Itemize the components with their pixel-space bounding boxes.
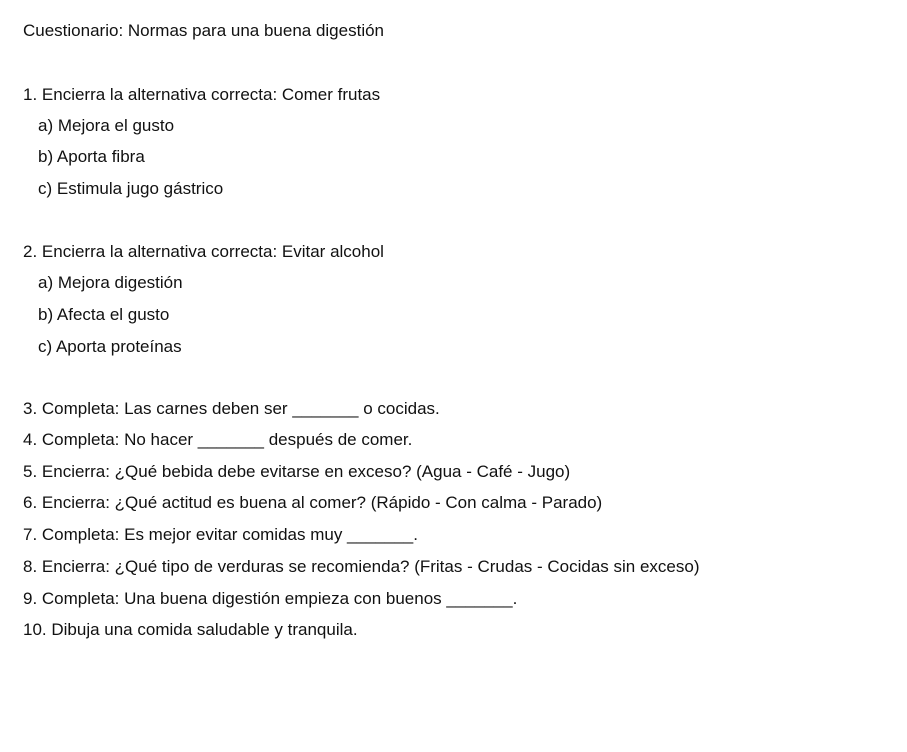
question-2: 2. Encierra la alternativa correcta: Evitar alcohol bbox=[23, 242, 384, 261]
question-2-option-c: c) Aporta proteínas bbox=[38, 337, 182, 356]
page-title: Cuestionario: Normas para una buena digestión bbox=[23, 21, 385, 40]
question-4: 4. Completa: No hacer _______ después de comer. bbox=[23, 430, 413, 449]
question-1-option-a: a) Mejora el gusto bbox=[38, 116, 175, 135]
question-2-option-b: b) Afecta el gusto bbox=[38, 305, 170, 324]
question-10: 10. Dibuja una comida saludable y tranquila. bbox=[23, 620, 358, 639]
question-3: 3. Completa: Las carnes deben ser _______ o cocidas. bbox=[23, 399, 440, 418]
question-8: 8. Encierra: ¿Qué tipo de verduras se recomienda? (Fritas - Crudas - Cocidas sin exceso) bbox=[23, 557, 700, 576]
question-5: 5. Encierra: ¿Qué bebida debe evitarse en exceso? (Agua - Café - Jugo) bbox=[23, 462, 571, 481]
question-7: 7. Completa: Es mejor evitar comidas muy _______. bbox=[23, 525, 418, 544]
question-1-option-c: c) Estimula jugo gástrico bbox=[38, 179, 224, 198]
question-2-option-a: a) Mejora digestión bbox=[38, 273, 183, 292]
question-1-option-b: b) Aporta fibra bbox=[38, 147, 145, 166]
question-1: 1. Encierra la alternativa correcta: Comer frutas bbox=[23, 85, 381, 104]
question-6: 6. Encierra: ¿Qué actitud es buena al comer? (Rápido - Con calma - Parado) bbox=[23, 493, 603, 512]
question-9: 9. Completa: Una buena digestión empieza con buenos _______. bbox=[23, 589, 518, 608]
